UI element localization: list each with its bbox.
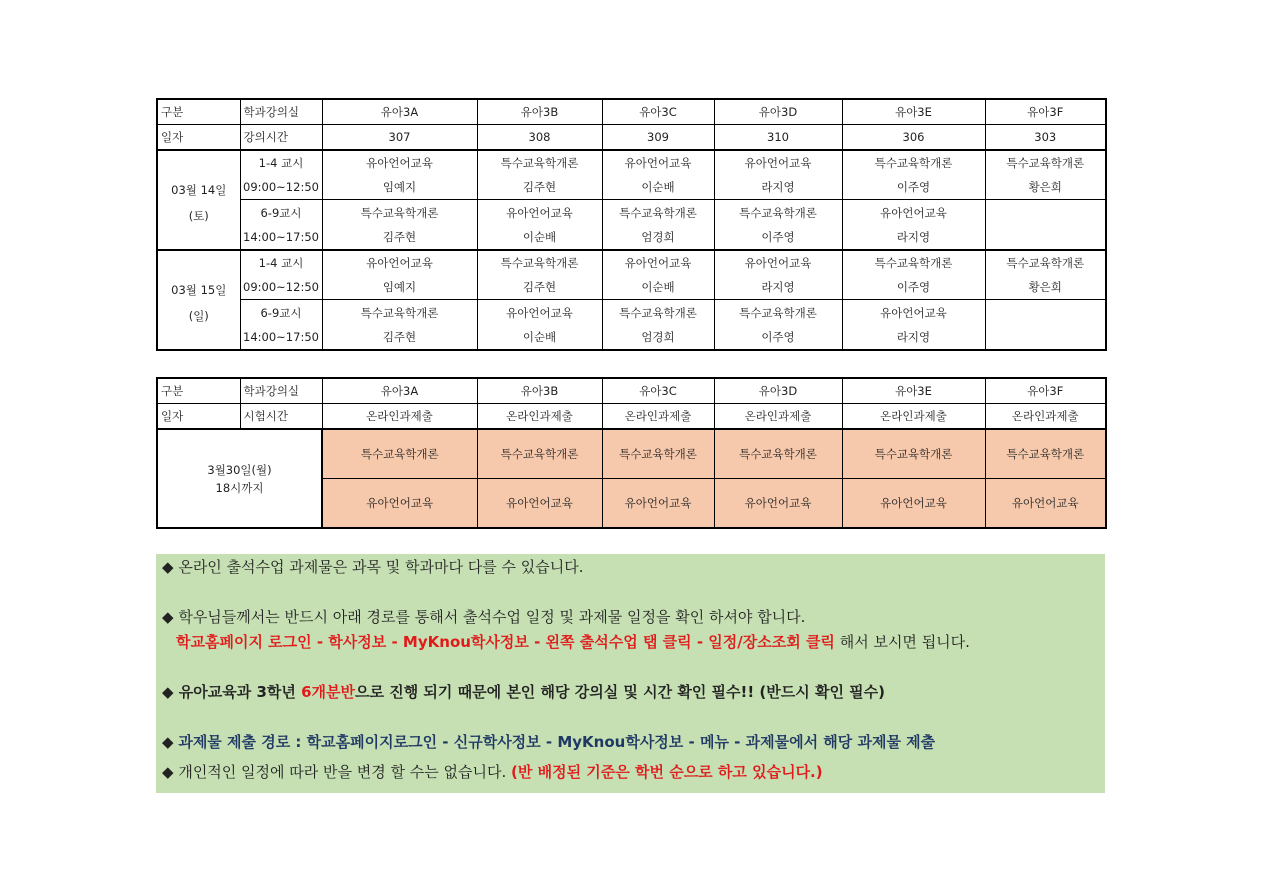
- subject-cell: [985, 200, 1106, 225]
- schedule-row: [157, 250, 1106, 275]
- subject-cell: 유아언어교육: [842, 300, 985, 325]
- teacher-cell: 이주영: [714, 225, 842, 250]
- notice-text: 학우님들께서는 반드시 아래 경로를 통해서 출석수업 일정 및 과제물 일정을 확인 하셔야 합니다.: [178, 608, 806, 626]
- room-number: 309: [602, 125, 714, 151]
- notice-text: 과제물 제출 경로 : 학교홈페이지로그인 - 신규학사정보 - MyKnou학사정보 - 메뉴 - 과제물에서 해당 과제물 제출: [178, 733, 936, 751]
- diamond-bullet-icon: ◆: [162, 683, 174, 701]
- header-label: 학과강의실: [240, 378, 322, 404]
- header-row-2: [157, 125, 1106, 151]
- teacher-cell: 이주영: [842, 175, 985, 200]
- header-label: 학과강의실: [240, 99, 322, 125]
- notice-text: 해서 보시면 됩니다.: [834, 633, 970, 651]
- room-number: 308: [477, 125, 602, 151]
- teacher-cell: 임예지: [322, 275, 477, 300]
- header-label: 일자: [157, 125, 240, 151]
- room-number: 310: [714, 125, 842, 151]
- subject-cell: 특수교육학개론: [842, 150, 985, 175]
- teacher-cell: 이순배: [602, 175, 714, 200]
- schedule-row: [157, 150, 1106, 175]
- subject-cell: 유아언어교육: [602, 150, 714, 175]
- subject-cell: 특수교육학개론: [985, 250, 1106, 275]
- period-label: 6-9교시: [240, 200, 322, 225]
- class-schedule-table: [156, 98, 1107, 351]
- teacher-cell: 엄경희: [602, 225, 714, 250]
- schedule-row: [157, 275, 1106, 300]
- class-name: 유아3F: [985, 378, 1106, 404]
- subject-cell: 유아언어교육: [477, 200, 602, 225]
- class-name: 유아3E: [842, 378, 985, 404]
- time-label: 14:00~17:50: [240, 325, 322, 350]
- assignment-subject: 특수교육학개론: [322, 429, 477, 479]
- room-number: 307: [322, 125, 477, 151]
- header-label: 시험시간: [240, 404, 322, 430]
- header-label: 구분: [157, 378, 240, 404]
- subject-cell: 특수교육학개론: [842, 250, 985, 275]
- teacher-cell: 황은희: [985, 275, 1106, 300]
- teacher-cell: 김주현: [322, 225, 477, 250]
- diamond-bullet-icon: ◆: [162, 733, 174, 751]
- header-label: 구분: [157, 99, 240, 125]
- notice-highlight: (반 배정된 기준은 학번 순으로 하고 있습니다.): [511, 763, 823, 781]
- login-path-text: 학교홈페이지 로그인 - 학사정보 - MyKnou학사정보 - 왼쪽 출석수업 탭 클릭 - 일정/장소조회 클릭: [176, 633, 835, 651]
- subject-cell: 특수교육학개론: [602, 300, 714, 325]
- class-name: 유아3A: [322, 378, 477, 404]
- teacher-cell: 라지영: [842, 325, 985, 350]
- assignment-subject: 유아언어교육: [985, 479, 1106, 529]
- notice-line-3: [176, 631, 970, 652]
- schedule-row: [157, 200, 1106, 225]
- submit-method: 온라인과제출: [602, 404, 714, 430]
- assignment-subject: 유아언어교육: [714, 479, 842, 529]
- header-label: 강의시간: [240, 125, 322, 151]
- submit-method: 온라인과제출: [714, 404, 842, 430]
- header-row-1: [157, 99, 1106, 125]
- teacher-cell: 라지영: [714, 175, 842, 200]
- subject-cell: 유아언어교육: [714, 250, 842, 275]
- subject-cell: 특수교육학개론: [602, 200, 714, 225]
- teacher-cell: 라지영: [714, 275, 842, 300]
- teacher-cell: 이순배: [477, 225, 602, 250]
- class-name: 유아3D: [714, 378, 842, 404]
- time-label: 14:00~17:50: [240, 225, 322, 250]
- teacher-cell: 김주현: [477, 275, 602, 300]
- time-label: 09:00~12:50: [240, 275, 322, 300]
- teacher-cell: 임예지: [322, 175, 477, 200]
- subject-cell: 유아언어교육: [714, 150, 842, 175]
- deadline-time: 18시까지: [215, 480, 264, 495]
- class-name: 유아3E: [842, 99, 985, 125]
- subject-cell: 특수교육학개론: [985, 150, 1106, 175]
- subject-cell: 특수교육학개론: [477, 150, 602, 175]
- notice-text: 으로 진행 되기 때문에 본인 해당 강의실 및 시간 확인 필수!! (반드시 확인 필수): [355, 683, 885, 701]
- teacher-cell: 이순배: [602, 275, 714, 300]
- notice-line-6: [162, 761, 823, 782]
- assignment-subject: 특수교육학개론: [714, 429, 842, 479]
- schedule-row: [157, 325, 1106, 350]
- teacher-cell: [985, 325, 1106, 350]
- assignment-subject: 특수교육학개론: [602, 429, 714, 479]
- class-name: 유아3F: [985, 99, 1106, 125]
- schedule-row: [157, 175, 1106, 200]
- teacher-cell: 이순배: [477, 325, 602, 350]
- teacher-cell: 엄경희: [602, 325, 714, 350]
- deadline-cell: [157, 429, 322, 528]
- schedule-row: [157, 300, 1106, 325]
- assignment-subject: 유아언어교육: [477, 479, 602, 529]
- subject-cell: 특수교육학개론: [714, 300, 842, 325]
- period-label: 1-4 교시: [240, 150, 322, 175]
- period-label: 6-9교시: [240, 300, 322, 325]
- subject-cell: 유아언어교육: [477, 300, 602, 325]
- class-name: 유아3C: [602, 99, 714, 125]
- assignment-table: [156, 377, 1107, 529]
- class-name: 유아3B: [477, 99, 602, 125]
- notice-highlight: 6개분반: [301, 683, 356, 701]
- subject-cell: 특수교육학개론: [322, 300, 477, 325]
- time-label: 09:00~12:50: [240, 175, 322, 200]
- class-name: 유아3D: [714, 99, 842, 125]
- class-name: 유아3B: [477, 378, 602, 404]
- submit-method: 온라인과제출: [842, 404, 985, 430]
- subject-cell: 특수교육학개론: [322, 200, 477, 225]
- diamond-bullet-icon: ◆: [162, 558, 174, 576]
- subject-cell: 유아언어교육: [842, 200, 985, 225]
- assignment-subject: 특수교육학개론: [985, 429, 1106, 479]
- subject-cell: 유아언어교육: [322, 150, 477, 175]
- submit-method: 온라인과제출: [477, 404, 602, 430]
- teacher-cell: 김주현: [477, 175, 602, 200]
- assignment-subject: 특수교육학개론: [477, 429, 602, 479]
- subject-cell: 특수교육학개론: [714, 200, 842, 225]
- weekday-text: (일): [188, 309, 209, 323]
- date-text: 03월 15일: [171, 283, 227, 297]
- schedule-row: [157, 225, 1106, 250]
- header-row-1: [157, 378, 1106, 404]
- date-cell: [157, 150, 240, 250]
- submit-method: 온라인과제출: [985, 404, 1106, 430]
- assignment-subject: 유아언어교육: [842, 479, 985, 529]
- teacher-cell: 황은희: [985, 175, 1106, 200]
- diamond-bullet-icon: ◆: [162, 608, 174, 626]
- notice-line-4: [162, 681, 885, 702]
- subject-cell: 유아언어교육: [602, 250, 714, 275]
- submit-method: 온라인과제출: [322, 404, 477, 430]
- room-number: 303: [985, 125, 1106, 151]
- date-text: 03월 14일: [171, 183, 227, 197]
- notice-text: 유아교육과 3학년: [178, 683, 302, 701]
- notice-text: 개인적인 일정에 따라 반을 변경 할 수는 없습니다.: [178, 763, 512, 781]
- assignment-subject: 특수교육학개론: [842, 429, 985, 479]
- teacher-cell: 김주현: [322, 325, 477, 350]
- teacher-cell: [985, 225, 1106, 250]
- teacher-cell: 라지영: [842, 225, 985, 250]
- notice-line-2: [162, 606, 805, 627]
- date-cell: [157, 250, 240, 350]
- notice-line-5: [162, 731, 935, 752]
- teacher-cell: 이주영: [714, 325, 842, 350]
- subject-cell: [985, 300, 1106, 325]
- assignment-subject: 유아언어교육: [602, 479, 714, 529]
- header-label: 일자: [157, 404, 240, 430]
- assignment-row: [157, 429, 1106, 479]
- diamond-bullet-icon: ◆: [162, 763, 174, 781]
- period-label: 1-4 교시: [240, 250, 322, 275]
- notice-text: 온라인 출석수업 과제물은 과목 및 학과마다 다를 수 있습니다.: [178, 558, 584, 576]
- subject-cell: 특수교육학개론: [477, 250, 602, 275]
- class-name: 유아3C: [602, 378, 714, 404]
- room-number: 306: [842, 125, 985, 151]
- notice-line-1: [162, 556, 584, 577]
- class-name: 유아3A: [322, 99, 477, 125]
- header-row-2: [157, 404, 1106, 430]
- weekday-text: (토): [188, 209, 209, 223]
- notice-box: [156, 554, 1105, 793]
- deadline-date: 3월30일(월): [207, 462, 272, 477]
- teacher-cell: 이주영: [842, 275, 985, 300]
- subject-cell: 유아언어교육: [322, 250, 477, 275]
- assignment-subject: 유아언어교육: [322, 479, 477, 529]
